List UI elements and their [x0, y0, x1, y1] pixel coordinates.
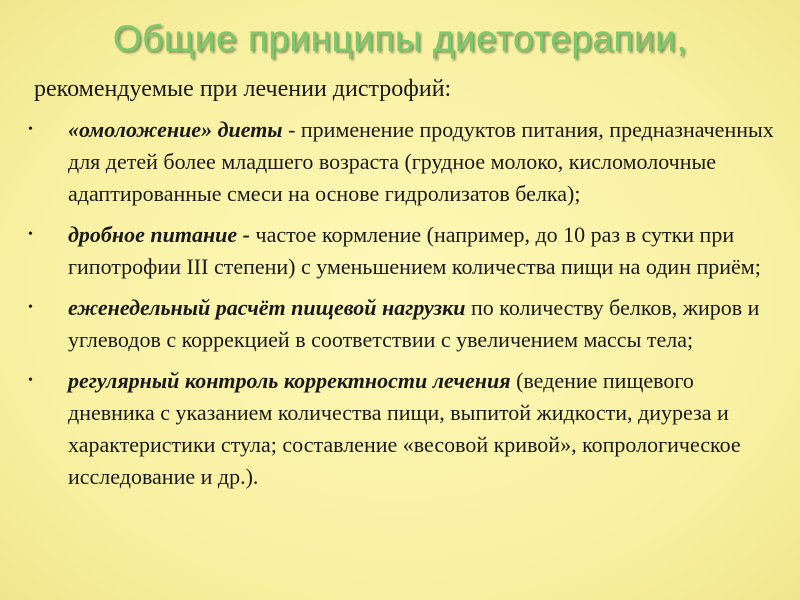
bullet-icon: • — [28, 300, 33, 315]
slide-subtitle: рекомендуемые при лечении дистрофий: — [34, 76, 452, 102]
list-item — [28, 114, 778, 210]
list-item-term: дробное питание - — [68, 222, 250, 247]
principles-list — [28, 114, 778, 502]
list-item-term: «омоложение» диеты — [68, 117, 283, 142]
list-item-text: по количеству белков, жиров и углеводов с коррекцией в соответствии с увеличением массы тела; — [68, 295, 760, 352]
list-item — [28, 365, 778, 493]
bullet-icon: • — [28, 227, 33, 242]
slide-title: Общие принципы диетотерапии, — [112, 18, 688, 59]
list-item-term: еженедельный расчёт пищевой нагрузки — [68, 295, 466, 320]
list-item-text: частое кормление (например, до 10 раз в сутки при гипотрофии III степени) с уменьшением количества пищи на один приём; — [68, 222, 761, 279]
bullet-icon: • — [28, 122, 33, 137]
list-item-term: регулярный контроль корректности лечения — [68, 368, 511, 393]
list-item — [28, 219, 778, 283]
list-item-text: (ведение пищевого дневника с указанием количества пищи, выпитой жидкости, диуреза и характеристики стула; составление «весовой кривой», копрологическое исследование и др.). — [68, 368, 741, 489]
list-item-text: - применение продуктов питания, предназначенных для детей более младшего возраста (грудное молоко, кисломолочные адаптированные смеси на основе гидролизатов белка); — [68, 117, 774, 206]
bullet-icon: • — [28, 373, 33, 388]
list-item — [28, 292, 778, 356]
